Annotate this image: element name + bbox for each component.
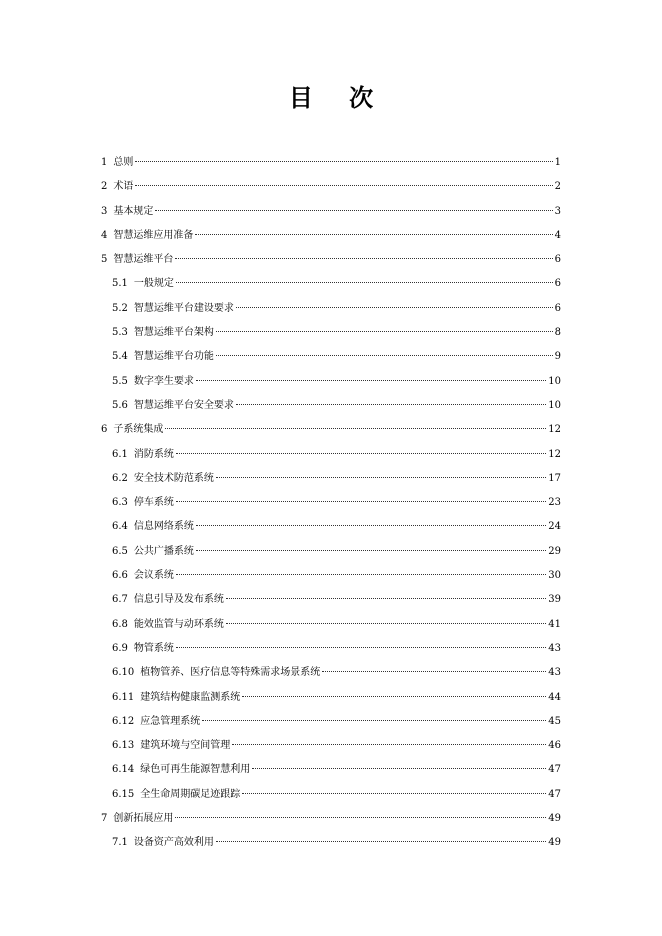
dot-leader [195,234,552,235]
toc-entry-title: 建筑结构健康监测系统 [140,691,241,703]
toc-entry[interactable] [101,202,561,226]
toc-entry-title: 设备资产高效利用 [133,837,214,849]
toc-entry[interactable] [101,663,561,687]
toc-entry-page-number: 10 [548,399,561,411]
toc-entry-number: 6.8 [112,618,128,630]
toc-entry-page-number: 6 [554,278,561,290]
toc-entry-title: 智慧运维应用准备 [113,229,194,241]
toc-entry-number: 6.10 [112,667,135,679]
toc-entry-number: 6.5 [112,545,128,557]
dot-leader [176,574,546,575]
toc-entry-page-number: 12 [548,448,561,460]
dot-leader [176,647,546,648]
toc-entry[interactable] [101,323,561,347]
toc-entry-number: 6.11 [112,691,135,703]
toc-entry[interactable] [101,517,561,541]
toc-entry-number: 6.3 [112,497,128,509]
toc-entry[interactable] [101,542,561,566]
toc-entry-title: 安全技术防范系统 [133,472,214,484]
toc-entry-page-number: 6 [554,254,561,266]
toc-entry[interactable] [101,615,561,639]
toc-entry-page-number: 47 [548,788,561,800]
toc-entry-number: 5.4 [112,351,128,363]
toc-entry[interactable] [101,712,561,736]
toc-entry-page-number: 43 [548,667,561,679]
toc-entry-number: 6.6 [112,570,128,582]
toc-entry-number: 6.13 [112,740,135,752]
toc-entry[interactable] [101,226,561,250]
toc-entry-page-number: 49 [548,837,561,849]
toc-entry-title: 基本规定 [113,205,154,217]
toc-entry-number: 7.1 [112,837,128,849]
toc-entry[interactable] [101,736,561,760]
toc-entry-title: 应急管理系统 [140,715,201,727]
dot-leader [176,501,546,502]
toc-entry-page-number: 39 [548,594,561,606]
toc-entry[interactable] [101,250,561,274]
dot-leader [216,477,546,478]
dot-leader [175,258,552,259]
toc-entry-page-number: 17 [548,472,561,484]
toc-entry-page-number: 24 [548,521,561,533]
toc-entry-title: 智慧运维平台架构 [133,327,214,339]
toc-entry-page-number: 30 [548,570,561,582]
toc-entry-page-number: 1 [554,157,561,168]
dot-leader [135,185,552,186]
toc-entry-page-number: 2 [554,181,561,193]
toc-entry-number: 6.12 [112,715,135,727]
toc-entry-page-number: 12 [548,424,561,436]
toc-entry-page-number: 41 [548,618,561,630]
toc-entry-title: 消防系统 [133,448,174,460]
dot-leader [216,841,546,842]
toc-entry-title: 子系统集成 [113,424,164,436]
dot-leader [165,428,546,429]
toc-entry-number: 7 [101,813,108,825]
toc-entry[interactable] [101,445,561,469]
dot-leader [216,355,553,356]
toc-entry-title: 一般规定 [133,278,174,290]
dot-leader [196,525,546,526]
toc-entry-page-number: 9 [554,351,561,363]
toc-entry-title: 停车系统 [133,497,174,509]
toc-entry-title: 智慧运维平台建设要求 [133,302,234,314]
toc-entry-number: 6.14 [112,764,135,776]
dot-leader [322,671,546,672]
toc-entry-number: 6.1 [112,448,128,460]
dot-leader [236,404,546,405]
toc-entry-page-number: 6 [554,302,561,314]
toc-entry-title: 总则 [113,157,134,168]
dot-leader [175,817,546,818]
toc-entry-title: 信息网络系统 [133,521,194,533]
toc-entry-page-number: 4 [554,229,561,241]
toc-entry[interactable] [101,785,561,809]
toc-entry-page-number: 49 [548,813,561,825]
toc-entry-page-number: 47 [548,764,561,776]
toc-entry-title: 公共广播系统 [133,545,194,557]
dot-leader [176,453,546,454]
toc-entry-number: 6 [101,424,108,436]
toc-entry-title: 术语 [113,181,134,193]
toc-entry-number: 6.9 [112,642,128,654]
toc-entry-title: 绿色可再生能源智慧利用 [140,764,251,776]
toc-entry[interactable] [101,833,561,857]
toc-entry[interactable] [101,639,561,663]
dot-leader [226,623,546,624]
toc-entry-page-number: 46 [548,740,561,752]
dot-leader [216,331,553,332]
dot-leader [226,598,546,599]
toc-title: 目 次 [288,83,388,112]
toc-entry[interactable] [101,420,561,444]
toc-entry[interactable] [101,809,561,833]
toc-entry[interactable] [101,347,561,371]
dot-leader [252,768,546,769]
toc-entry-title: 数字孪生要求 [133,375,194,387]
toc-entry-title: 智慧运维平台 [113,254,174,266]
toc-entry-title: 能效监管与动环系统 [133,618,224,630]
toc-entry-number: 5 [101,254,108,266]
toc-entry-number: 6.4 [112,521,128,533]
toc-entry-page-number: 8 [554,327,561,339]
toc-entry-title: 信息引导及发布系统 [133,594,224,606]
toc-entry[interactable] [101,372,561,396]
toc-list [101,153,561,858]
toc-entry-title: 建筑环境与空间管理 [140,740,231,752]
toc-entry-page-number: 29 [548,545,561,557]
dot-leader [155,210,552,211]
toc-entry[interactable] [101,760,561,784]
dot-leader [176,282,553,283]
toc-entry-page-number: 43 [548,642,561,654]
toc-entry-title: 植物管养、医疗信息等特殊需求场景系统 [140,667,321,679]
toc-entry-title: 全生命周期碳足迹跟踪 [140,788,241,800]
toc-entry[interactable] [101,493,561,517]
dot-leader [232,744,546,745]
toc-entry-page-number: 44 [548,691,561,703]
toc-entry-number: 5.5 [112,375,128,387]
toc-entry-number: 5.2 [112,302,128,314]
toc-entry[interactable] [101,274,561,298]
toc-entry-title: 创新拓展应用 [113,813,174,825]
toc-entry-page-number: 10 [548,375,561,387]
toc-entry-number: 1 [101,157,108,168]
toc-entry-page-number: 45 [548,715,561,727]
toc-entry-number: 6.2 [112,472,128,484]
toc-entry-title: 智慧运维平台安全要求 [133,399,234,411]
toc-entry-number: 2 [101,181,108,193]
toc-entry-title: 物管系统 [133,642,174,654]
toc-entry-number: 5.1 [112,278,128,290]
toc-entry[interactable] [101,566,561,590]
dot-leader [196,380,546,381]
dot-leader [135,161,552,162]
toc-entry-title: 会议系统 [133,570,174,582]
toc-entry[interactable] [101,153,561,177]
dot-leader [242,696,546,697]
toc-entry[interactable] [101,688,561,712]
toc-entry-title: 智慧运维平台功能 [133,351,214,363]
toc-entry-number: 6.15 [112,788,135,800]
dot-leader [242,793,546,794]
toc-entry[interactable] [101,299,561,323]
toc-entry-number: 4 [101,229,108,241]
toc-entry[interactable] [101,396,561,420]
toc-entry[interactable] [101,590,561,614]
toc-entry-page-number: 23 [548,497,561,509]
toc-entry[interactable] [101,469,561,493]
toc-entry-number: 5.6 [112,399,128,411]
toc-entry[interactable] [101,177,561,201]
toc-entry-number: 5.3 [112,327,128,339]
toc-entry-page-number: 3 [554,205,561,217]
dot-leader [196,550,546,551]
dot-leader [236,307,553,308]
toc-entry-number: 6.7 [112,594,128,606]
toc-entry-number: 3 [101,205,108,217]
dot-leader [202,720,546,721]
